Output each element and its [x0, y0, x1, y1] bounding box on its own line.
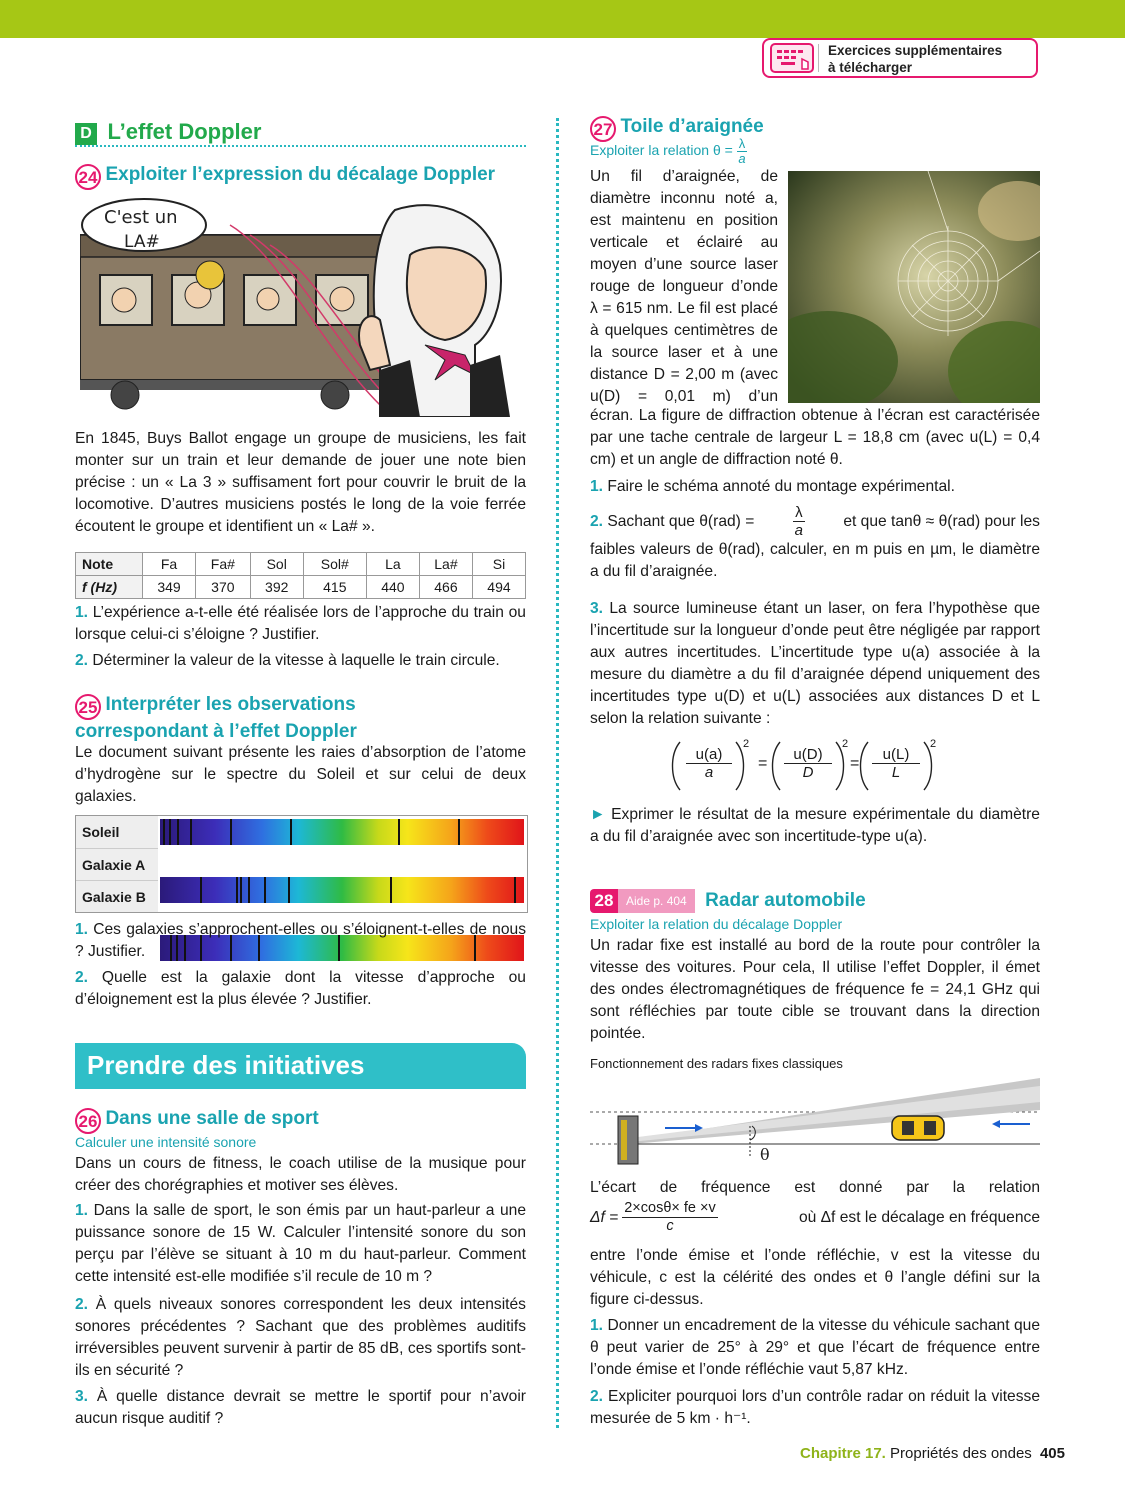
absorption-line — [288, 877, 290, 903]
chapter-title: Propriétés des ondes — [890, 1445, 1032, 1462]
ex26-title: Dans une salle de sport — [105, 1108, 319, 1129]
absorption-line — [230, 819, 232, 845]
separator — [818, 44, 819, 72]
lambda-over-a — [793, 504, 805, 539]
question-number: 1. — [75, 604, 89, 621]
absorption-line — [458, 819, 460, 845]
table-cell: 370 — [196, 576, 251, 599]
notes-table — [75, 552, 526, 599]
ex26-number: 26 — [75, 1108, 101, 1134]
relation-lhs: Δf = — [590, 1208, 619, 1226]
ex28-number: 28 — [590, 889, 618, 913]
frac-den: D — [802, 764, 814, 781]
ex26-question-1 — [75, 1200, 526, 1288]
frac-num: u(D) — [784, 746, 832, 764]
table-cell: 415 — [303, 576, 366, 599]
ex24-text: En 1845, Buys Ballot engage un groupe de musiciens, les fait monter sur un train et leur demande de jouer une note bien précise : un « La 3 » suffisament fort pour couvrir le bruit de la locomotive. D’autres musiciens postés le long de la voie ferrée écoutent le groupe et identifient un « La# ». — [75, 430, 526, 535]
table-header-cell: Si — [472, 553, 525, 576]
ex24-question-2 — [75, 650, 526, 672]
question-text: Sachant que θ(rad) = — [607, 512, 755, 530]
question-text: Ces galaxies s’approchent-elles ou s’éloignent-t-elles de nous ? Justifier. — [75, 921, 526, 960]
text-line: moyen d’une source laser — [590, 256, 778, 273]
page-number: 405 — [1039, 1445, 1065, 1462]
ex27-question-3 — [590, 598, 1040, 730]
ex26-heading — [75, 1107, 526, 1134]
question-text: À quels niveaux sonores correspondent les deux intensités sonores précédentes ? Sachant que des problèmes auditifs irréversibles peuvent survenir à partir de 85 dB, ces sportifs sont-ils en sécurité ? — [75, 1296, 526, 1379]
radar-figure-caption — [590, 1055, 1040, 1073]
frac-num: u(a) — [686, 746, 732, 764]
text-line: à quelques centimètres de — [590, 322, 778, 339]
absorption-line — [177, 819, 179, 845]
section-letter: D — [75, 123, 97, 145]
ex26-question-3 — [75, 1386, 526, 1430]
ex24-heading — [75, 163, 535, 190]
frac-num: λ — [795, 504, 803, 521]
lambda-over-a — [737, 137, 748, 166]
text-line: la source laser et à une — [590, 344, 778, 361]
frac-den: a — [704, 764, 714, 781]
spectrum-galaxie-a — [160, 877, 524, 903]
ex28-title: Radar automobile — [705, 890, 866, 911]
question-number: 1. — [75, 921, 89, 938]
absorption-line — [190, 819, 192, 845]
radar-figure — [590, 1078, 1040, 1168]
question-number: 3. — [590, 600, 604, 617]
ex25-question-1 — [75, 919, 526, 963]
keyboard-hand-icon — [770, 43, 814, 73]
table-header-cell: Sol# — [303, 553, 366, 576]
absorption-line — [248, 877, 250, 903]
frac-den: a — [794, 522, 803, 539]
ex28-subtitle: Exploiter la relation du décalage Doppler — [590, 916, 843, 932]
equals-sign: = — [758, 755, 768, 772]
spectrum-label: Galaxie A — [76, 848, 158, 880]
aide-badge[interactable]: Aide p. 404 — [618, 889, 695, 913]
table-header-cell: Fa — [143, 553, 196, 576]
question-number: 2. — [590, 1388, 604, 1405]
theta-label: θ — [760, 1145, 770, 1164]
ex26-text: Dans un cours de fitness, le coach utilise de la musique pour créer des chorégraphies et motiver ses élèves. — [75, 1155, 526, 1194]
download-exercises-button[interactable] — [762, 38, 1038, 78]
chapter-label: Chapitre 17. — [799, 1445, 886, 1462]
table-cell: 466 — [419, 576, 472, 599]
exponent: 2 — [930, 738, 937, 750]
question-text: Quelle est la galaxie dont la vitesse d’approche ou d’éloignement est la plus élevée ? Justifier. — [75, 969, 526, 1008]
question-text: faibles valeurs de θ(rad), calculer, en m puis en µm, le diamètre a du fil d’araignée. — [590, 541, 1040, 580]
section-heading — [75, 119, 526, 147]
question-text: Déterminer la valeur de la vitesse à laquelle le train circule. — [92, 652, 500, 669]
spectrum-label: Galaxie B — [76, 880, 158, 912]
ex24-number: 24 — [75, 164, 101, 190]
ex28-text: Un radar fixe est installé au bord de la route pour contrôler la vitesse des voitures. Pour cela, Il utilise l’effet Doppler, il émet des ondes électromagnétiques de fréquence fe = 24,1 GHz qui sont réfléchies par toute cible se trouvant dans la direction pointée. — [590, 937, 1040, 1042]
table-cell: 440 — [366, 576, 419, 599]
ex27-subtitle — [590, 137, 747, 166]
ex27-question-2 — [590, 504, 1040, 583]
table-header-cell: Sol — [250, 553, 303, 576]
frac-den: a — [738, 151, 746, 166]
question-number: 2. — [590, 512, 604, 530]
relation-intro: L’écart de fréquence est donné par la relation — [590, 1179, 1040, 1196]
download-label-line2: à télécharger — [828, 60, 913, 75]
question-text: L’expérience a-t-elle été réalisée lors de l’approche du train ou lorsque celui-ci s’éloigne ? Justifier. — [75, 604, 526, 643]
ex27-question-1 — [590, 476, 1040, 498]
ex24-title: Exploiter l’expression du décalage Doppler — [105, 164, 496, 185]
text-line: verticale et éclairé au — [590, 234, 778, 251]
download-label — [828, 42, 1002, 76]
text-line: λ = 615 nm. Le fil est placé — [590, 300, 778, 317]
text-line: distance D = 2,00 m (avec — [590, 366, 778, 383]
table-row — [76, 553, 526, 576]
bubble-text-2: LA# — [124, 232, 160, 252]
caption-text: Fonctionnement des radars fixes classiques — [590, 1056, 843, 1071]
absorption-line — [236, 877, 238, 903]
ex28-question-1 — [590, 1315, 1040, 1381]
absorption-line — [240, 877, 242, 903]
exponent: 2 — [842, 738, 849, 750]
subtitle-text: Exploiter la relation θ = — [590, 142, 733, 159]
question-number: 2. — [75, 652, 89, 669]
banner-title: Prendre des initiatives — [87, 1050, 365, 1080]
bubble-text-1: C'est un — [104, 207, 178, 228]
ex27-final-question — [590, 804, 1040, 848]
relation-fraction — [622, 1200, 718, 1235]
question-number: 1. — [75, 1202, 89, 1219]
question-number: 1. — [590, 478, 604, 495]
ex28-question-2 — [590, 1386, 1040, 1430]
question-number: 2. — [75, 1296, 89, 1313]
text-line: diamètre inconnu noté a, — [590, 190, 778, 207]
frac-ul-l — [872, 746, 920, 781]
spectra-figure — [75, 815, 528, 913]
absorption-line — [264, 877, 266, 903]
question-text: Exprimer le résultat de la mesure expérimentale du diamètre a du fil d’araignée avec son incertitude-type u(a). — [590, 806, 1040, 845]
table-cell: 392 — [250, 576, 303, 599]
frac-ua-a — [686, 746, 732, 781]
frac-num: λ — [738, 136, 746, 151]
download-label-line1: Exercices supplémentaires — [828, 43, 1003, 58]
spider-web-photo — [788, 171, 1040, 403]
absorption-line — [290, 819, 292, 845]
absorption-line — [514, 877, 516, 903]
absorption-line — [163, 819, 165, 845]
table-cell: 494 — [472, 576, 525, 599]
absorption-line — [390, 877, 392, 903]
ex27-number: 27 — [590, 116, 616, 142]
ex28-heading — [590, 889, 1040, 913]
question-number: 2. — [75, 969, 89, 986]
initiatives-banner — [75, 1043, 526, 1089]
top-bar — [0, 0, 1125, 38]
frac-ud-d — [784, 746, 832, 781]
relation-continuation: entre l’onde émise et l’onde réfléchie, v est la vitesse du véhicule, c est la célérité des ondes et θ l’angle défini sur la figure ci-dessus. — [590, 1247, 1040, 1308]
uncertainty-formula — [668, 738, 938, 794]
ex26-subtitle: Calculer une intensité sonore — [75, 1134, 257, 1150]
table-header-cell: La# — [419, 553, 472, 576]
text-line: est maintenu en position — [590, 212, 778, 229]
ex25-text: Le document suivant présente les raies d’absorption de l’atome d’hydrogène sur le spectre du Soleil et sur celui de deux galaxies. — [75, 744, 526, 805]
spectrum-soleil — [160, 819, 524, 845]
absorption-line — [200, 877, 202, 903]
ex25-question-2 — [75, 967, 526, 1011]
ex24-question-1 — [75, 602, 526, 646]
frac-num: u(L) — [872, 746, 920, 764]
absorption-line — [169, 819, 171, 845]
table-header-cell: Note — [76, 553, 143, 576]
exponent: 2 — [743, 738, 750, 750]
question-text: Expliciter pourquoi lors d’un contrôle radar on réduit la vitesse mesurée de 5 km · h⁻¹. — [590, 1388, 1040, 1427]
question-number: 1. — [590, 1317, 604, 1334]
ex25-number: 25 — [75, 694, 101, 720]
ex25-title-line2: correspondant à l’effet Doppler — [75, 721, 357, 742]
column-divider — [556, 118, 559, 1428]
equals-sign: = — [850, 755, 860, 772]
text-line: u(D) = 0,01 m) d’un — [590, 388, 778, 405]
doppler-illustration — [80, 195, 515, 417]
ex27-text-narrow — [590, 166, 778, 408]
relation-after: où Δf est le décalage en fréquence — [798, 1208, 1040, 1226]
text-line: Un fil d’araignée, de — [590, 168, 778, 185]
ex25-title-line1: Interpréter les observations — [105, 694, 356, 715]
ex27-title: Toile d’araignée — [620, 116, 764, 137]
table-cell: 349 — [143, 576, 196, 599]
question-number: 3. — [75, 1388, 89, 1405]
question-text: Dans la salle de sport, le son émis par un haut-parleur a une puissance sonore de 15 W. Calculer l’intensité sonore du son perçu par l’élève se situant à 10 m du haut-parleur. Comment cette intensité est-elle modifiée s’il recule de 10 m ? — [75, 1202, 526, 1285]
question-text: À quelle distance devrait se mettre le sportif pour n’avoir aucun risque auditif ? — [75, 1388, 526, 1427]
text-line: rouge de longueur d’onde — [590, 278, 778, 295]
question-text: et que tanθ ≈ θ(rad) pour les — [843, 512, 1040, 530]
frac-den: L — [891, 764, 901, 781]
doppler-relation — [590, 1200, 1040, 1235]
question-text: Donner un encadrement de la vitesse du véhicule sachant que θ peut varier de 25° à 29° et que l’écart de fréquence entre l’onde émise et l’onde réfléchie vaut 5,87 kHz. — [590, 1317, 1040, 1378]
absorption-line — [398, 819, 400, 845]
section-title: L’effet Doppler — [107, 119, 262, 144]
page-footer — [800, 1445, 1065, 1462]
table-row — [76, 576, 526, 599]
ex25-heading — [75, 693, 526, 743]
frac-num: 2×cosθ× fe ×v — [624, 1200, 716, 1216]
table-header-cell: Fa# — [196, 553, 251, 576]
ex26-question-2 — [75, 1294, 526, 1382]
arrow-icon: ► — [590, 806, 606, 823]
spectrum-label: Soleil — [76, 816, 158, 848]
table-header-cell: La — [366, 553, 419, 576]
table-row-label: f (Hz) — [76, 576, 143, 599]
question-text: Faire le schéma annoté du montage expérimental. — [607, 478, 955, 495]
question-text: La source lumineuse étant un laser, on fera l’hypothèse que l’incertitude sur la longueur d’onde peut être négligée par rapport aux autres incertitudes. L’incertitude type u(a) associée à la mesure du diamètre a du fil d’araignée dépend uniquement des incertitudes type u(D) et u(L) associées aux distances D et L selon la relation suivante : — [590, 600, 1040, 727]
frac-den: c — [666, 1218, 674, 1234]
ex27-text-rest: écran. La figure de diffraction obtenue à l’écran est caractérisée par une tache centrale de largeur L = 18,8 cm (avec u(L) = 0,4 cm) et un angle de diffraction noté θ. — [590, 407, 1040, 468]
